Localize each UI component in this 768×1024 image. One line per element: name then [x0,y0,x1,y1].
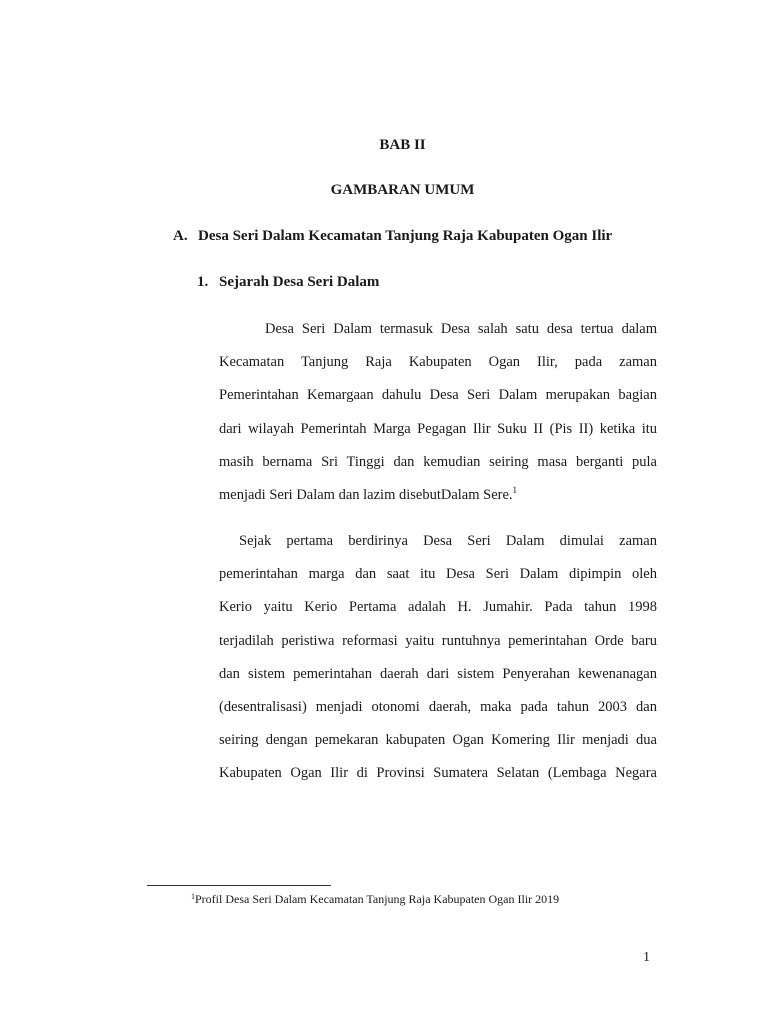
paragraph-line: masih bernama Sri Tinggi dan kemudian seiring masa berganti pula [219,453,657,470]
chapter-title: GAMBARAN UMUM [330,182,475,198]
paragraph-line: dan sistem pemerintahan daerah dari sistem Penyerahan kewenanagan [219,665,657,682]
section-heading-a [173,228,612,245]
paragraph-history-2 [219,525,657,791]
paragraph-line: dari wilayah Pemerintah Marga Pegagan Ilir Suku II (Pis II) ketika itu [219,420,657,437]
footnote-text: Profil Desa Seri Dalam Kecamatan Tanjung Raja Kabupaten Ogan Ilir 2019 [195,892,560,906]
paragraph-line: (desentralisasi) menjadi otonomi daerah, maka pada tahun 2003 dan [219,699,657,716]
page-number: 1 [643,950,650,965]
section-title: Desa Seri Dalam Kecamatan Tanjung Raja Kabupaten Ogan Ilir [198,228,613,244]
subsection-marker: 1. [197,274,209,290]
paragraph-line-last [219,479,657,512]
footnote [191,892,559,907]
paragraph-line: seiring dengan pemekaran kabupaten Ogan Komering Ilir menjadi dua [219,732,657,749]
paragraph-line: Sejak pertama berdirinya Desa Seri Dalam dimulai zaman [239,533,657,549]
chapter-number: BAB II [379,137,426,153]
paragraph-line: Desa Seri Dalam termasuk Desa salah satu desa tertua dalam [265,321,657,337]
footnote-separator [147,885,331,886]
paragraph-line-text: menjadi Seri Dalam dan lazim disebutDalam Sere. [219,487,513,504]
paragraph-history-1 [219,313,657,512]
subsection-title: Sejarah Desa Seri Dalam [219,274,380,290]
paragraph-line: pemerintahan marga dan saat itu Desa Seri Dalam dipimpin oleh [219,566,657,583]
subsection-heading-1 [197,274,379,291]
paragraph-line: Pemerintahan Kemargaan dahulu Desa Seri Dalam merupakan bagian [219,387,657,404]
paragraph-line: Kecamatan Tanjung Raja Kabupaten Ogan Ilir, pada zaman [219,354,657,371]
footnote-reference[interactable]: 1 [512,485,518,496]
paragraph-line: terjadilah peristiwa reformasi yaitu runtuhnya pemerintahan Orde baru [219,632,657,649]
footnote-number: 1 [191,892,195,901]
paragraph-line: Kabupaten Ogan Ilir di Provinsi Sumatera Selatan (Lembaga Negara [219,765,657,782]
paragraph-line: Kerio yaitu Kerio Pertama adalah H. Jumahir. Pada tahun 1998 [219,599,657,616]
section-marker: A. [173,228,188,244]
